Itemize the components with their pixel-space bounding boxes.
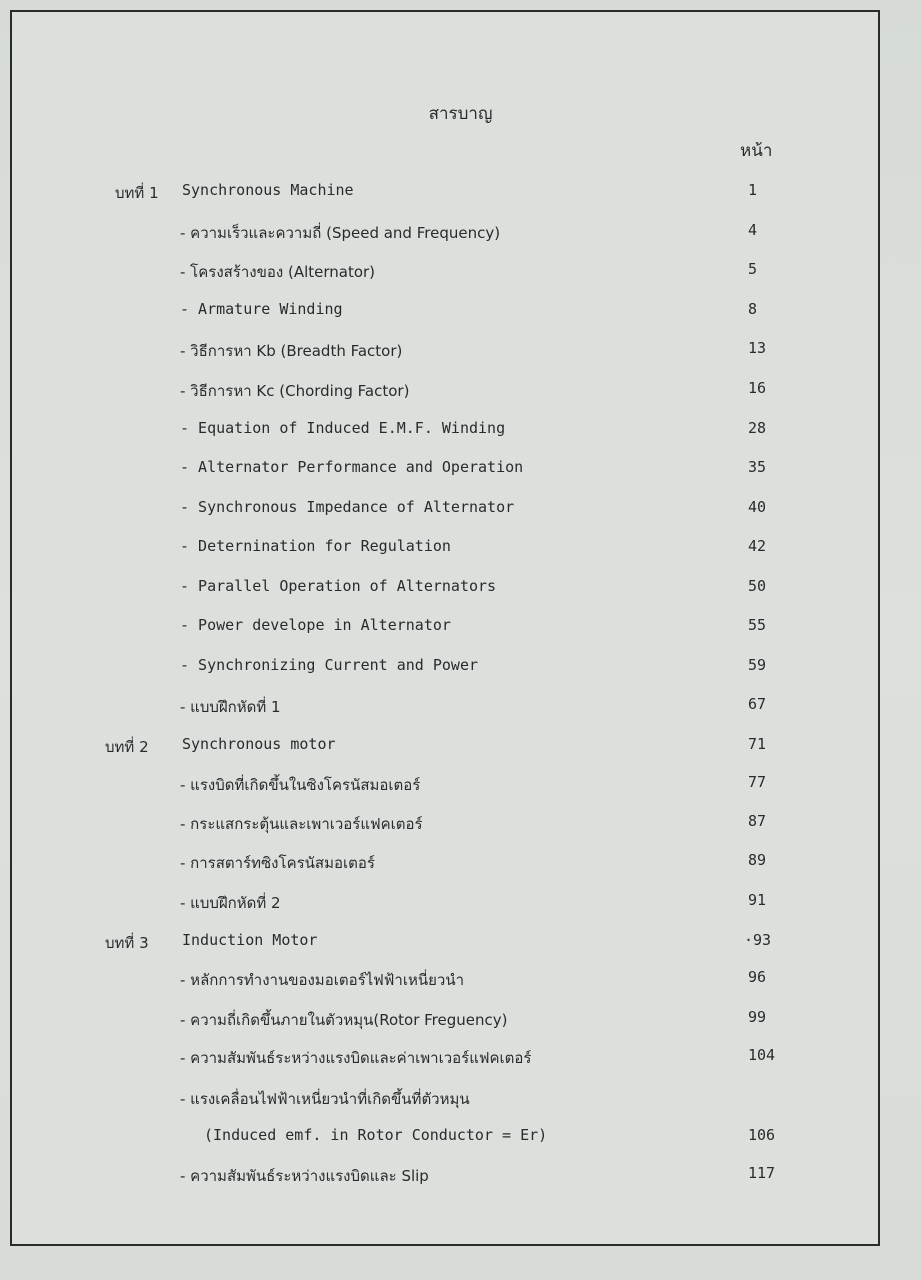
page-number: 59 [748,656,767,674]
chapter-title: Synchronous Machine [182,181,354,199]
page-number: 71 [748,735,767,753]
toc-entry [0,260,921,288]
page-number: 35 [748,458,767,476]
entry-text: - การสตาร์ทซิงโครนัสมอเตอร์ [180,854,375,872]
entry-text: - Synchronous Impedance of Alternator [180,498,515,516]
toc-entry [0,1126,921,1154]
entry-text: - Alternator Performance and Operation [180,458,524,476]
entry-text: - Deternination for Regulation [180,537,451,555]
toc-entry [0,891,921,919]
page-number: 8 [748,300,758,318]
entry-text: - Parallel Operation of Alternators [180,577,497,595]
toc-entry [0,1008,921,1036]
toc-entry [0,537,921,565]
entry-text: - โครงสร้างของ (Alternator) [180,263,376,281]
toc-entry [0,339,921,367]
page-number: 5 [748,260,758,278]
page-number: ·93 [744,931,772,949]
toc-entry [0,379,921,407]
entry-text: - ความถี่เกิดขึ้นภายในตัวหมุน(Rotor Freguency) [180,1011,508,1029]
page-number: 106 [748,1126,776,1144]
toc-entry [0,1046,921,1074]
entry-text: - แรงเคลื่อนไฟฟ้าเหนี่ยวนำที่เกิดขึ้นที่ตัวหมุน [180,1090,470,1108]
toc-entry [0,458,921,486]
chapter-row [0,181,921,209]
page-number: 28 [748,419,767,437]
page-number: 13 [748,339,767,357]
entry-text: - Equation of Induced E.M.F. Winding [180,419,506,437]
page-number: 104 [748,1046,776,1064]
page-number: 96 [748,968,767,986]
entry-text: - ความสัมพันธ์ระหว่างแรงบิดและค่าเพาเวอร์แฟคเตอร์ [180,1049,532,1067]
entry-text: - วิธีการหา Kc (Chording Factor) [180,382,410,400]
toc-entry [0,1164,921,1192]
toc-entry [0,968,921,996]
toc-entry [0,577,921,605]
toc-title: สารบาญ [428,104,493,124]
chapter-title: Synchronous motor [182,735,336,753]
entry-text: - Armature Winding [180,300,343,318]
page-number: 42 [748,537,767,555]
toc-entry [0,616,921,644]
chapter-title: Induction Motor [182,931,318,949]
page-number: 16 [748,379,767,397]
toc-entry [0,695,921,723]
entry-text: - หลักการทำงานของมอเตอร์ไฟฟ้าเหนี่ยวนำ [180,971,464,989]
page-number: 89 [748,851,767,869]
entry-text: - แบบฝึกหัดที่ 2 [180,894,281,912]
toc-entry [0,773,921,801]
page-number: 117 [748,1164,776,1182]
toc-entry [0,221,921,249]
page-number: 40 [748,498,767,516]
toc-entry [0,812,921,840]
chapter-prefix: บทที่ 2 [105,738,149,756]
chapter-prefix: บทที่ 3 [105,934,149,952]
toc-entry [0,851,921,879]
entry-text: - ความเร็วและความถี่ (Speed and Frequency) [180,224,501,242]
entry-text: - แรงบิดที่เกิดขึ้นในซิงโครนัสมอเตอร์ [180,776,421,794]
chapter-row [0,735,921,763]
entry-text: - Power develope in Alternator [180,616,451,634]
toc-entry [0,419,921,447]
chapter-prefix: บทที่ 1 [115,184,159,202]
page-number: 77 [748,773,767,791]
toc-entry [0,300,921,328]
entry-text: - วิธีการหา Kb (Breadth Factor) [180,342,403,360]
entry-text: - ความสัมพันธ์ระหว่างแรงบิดและ Slip [180,1167,429,1185]
page-number: 67 [748,695,767,713]
page-number: 50 [748,577,767,595]
entry-text: (Induced emf. in Rotor Conductor = Er) [204,1126,548,1144]
page-number: 55 [748,616,767,634]
page-number: 99 [748,1008,767,1026]
toc-entry [0,1087,921,1115]
page-number: 4 [748,221,758,239]
entry-text: - Synchronizing Current and Power [180,656,479,674]
entry-text: - แบบฝึกหัดที่ 1 [180,698,281,716]
entry-text: - กระแสกระตุ้นและเพาเวอร์แฟคเตอร์ [180,815,423,833]
chapter-row [0,931,921,959]
page-column-header: หน้า [740,141,773,161]
page-number: 87 [748,812,767,830]
toc-entry [0,498,921,526]
page-number: 91 [748,891,767,909]
page-number: 1 [748,181,758,199]
toc-entry [0,656,921,684]
